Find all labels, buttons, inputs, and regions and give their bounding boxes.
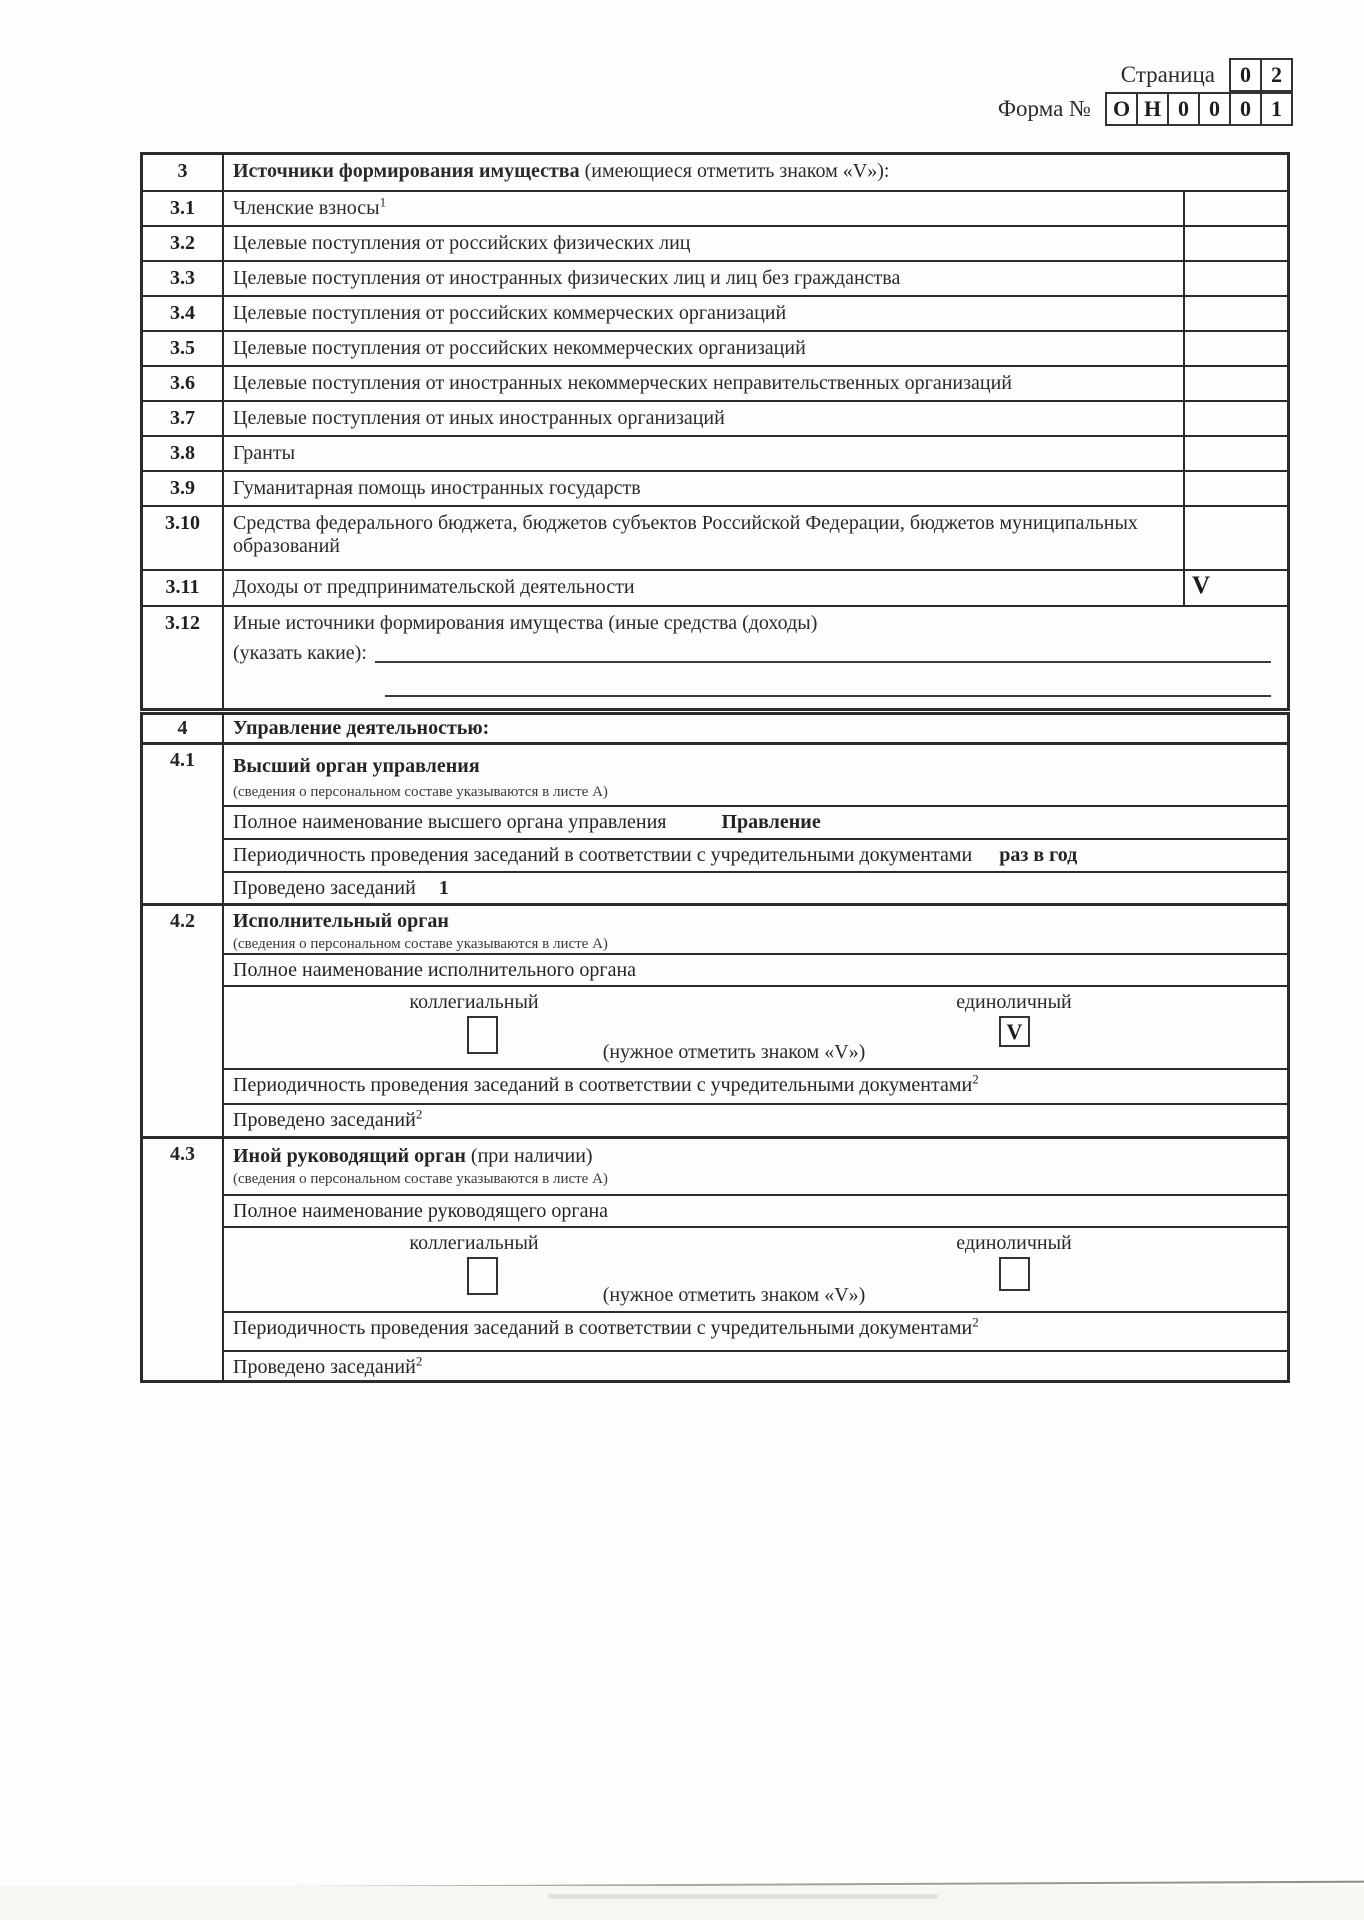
row-number: 3.5 [143, 332, 224, 365]
item-4-1-header: Высший орган управления (сведения о персональном составе указываются в листе А) [224, 745, 1287, 805]
form-number-header [998, 92, 1293, 126]
other-sources-input-line-1[interactable] [375, 639, 1271, 663]
item-4-3-name-row [224, 1194, 1287, 1226]
row-text: Гуманитарная помощь иностранных государств [233, 477, 641, 499]
form-cell: 0 [1229, 92, 1262, 126]
row-3-12-line1: Иные источники формирования имущества (иные средства (доходы) [233, 612, 818, 634]
form-cell: О [1105, 92, 1138, 126]
mark-cell-3-7[interactable] [1183, 402, 1287, 435]
row-number: 3.7 [143, 402, 224, 435]
row-text: Средства федерального бюджета, бюджетов субъектов Российской Федерации, бюджетов муниципальных образований [233, 512, 1138, 557]
period-label: Периодичность проведения заседаний в соответствии с учредительными документами [233, 844, 973, 866]
item-4-2-checkbox-block [224, 985, 1287, 1068]
mark-cell-3-11[interactable]: V [1183, 571, 1287, 605]
page-label: Страница [1120, 62, 1215, 87]
section-3-title [224, 155, 1287, 190]
table-row [143, 470, 1287, 505]
page-cell: 2 [1260, 58, 1293, 92]
mark-cell-3-5[interactable] [1183, 332, 1287, 365]
collegial-label: коллегиальный [409, 991, 539, 1013]
item-4-2-period-row [224, 1068, 1287, 1103]
table-row [143, 225, 1287, 260]
row-text: Целевые поступления от иных иностранных организаций [233, 407, 725, 429]
row-number: 3.10 [143, 507, 224, 569]
item-4-3 [143, 1136, 1287, 1380]
mark-cell-3-1[interactable] [1183, 192, 1287, 225]
row-number: 4.1 [143, 745, 224, 903]
row-text: Гранты [233, 442, 296, 464]
mark-cell-3-2[interactable] [1183, 227, 1287, 260]
item-4-3-held-row [224, 1350, 1287, 1380]
row-number: 4 [143, 715, 224, 742]
form-label: Форма № [997, 96, 1091, 121]
row-number: 3.3 [143, 262, 224, 295]
sole-label: единоличный [956, 991, 1072, 1013]
section-4-title: Управление деятельностью: [233, 717, 490, 739]
period-value[interactable]: раз в год [999, 844, 1078, 866]
row-text: Целевые поступления от российских физических лиц [233, 232, 691, 254]
checkbox-caption: (нужное отметить знаком «V») [602, 1284, 866, 1306]
mark-cell-3-10[interactable] [1183, 507, 1287, 569]
row-number: 3.6 [143, 367, 224, 400]
mark-cell-3-8[interactable] [1183, 437, 1287, 470]
period-label: Периодичность проведения заседаний в соответствии с учредительными документами [233, 1317, 973, 1339]
page-number-cells [1229, 58, 1293, 92]
collegial-label: коллегиальный [409, 1232, 539, 1254]
mark-cell-3-4[interactable] [1183, 297, 1287, 330]
held-value[interactable]: 1 [438, 877, 449, 899]
page-cell: 0 [1229, 58, 1262, 92]
row-number: 3.1 [143, 192, 224, 225]
held-label: Проведено заседаний [233, 877, 416, 899]
item-4-2-held-row [224, 1103, 1287, 1136]
checkbox-caption: (нужное отметить знаком «V») [602, 1041, 866, 1063]
form-cell: Н [1136, 92, 1169, 126]
row-text: Целевые поступления от иностранных физических лиц и лиц без гражданства [233, 267, 901, 289]
scan-background-below-edge [0, 1886, 1364, 1920]
footnote-ref: 2 [972, 1071, 979, 1087]
row-number: 3 [143, 155, 224, 190]
sole-label: единоличный [956, 1232, 1072, 1254]
table-row [143, 435, 1287, 470]
item-4-1-held-row [224, 871, 1287, 903]
table-row [143, 400, 1287, 435]
row-text: Целевые поступления от иностранных некоммерческих неправительственных организаций [233, 372, 1013, 394]
row-number: 4.2 [143, 906, 224, 1136]
name-label: Полное наименование руководящего органа [233, 1200, 609, 1222]
row-text: Членские взносы$^1$ [233, 194, 387, 219]
held-label: Проведено заседаний [233, 1109, 416, 1131]
table-row [143, 260, 1287, 295]
row-number: 3.9 [143, 472, 224, 505]
table-row [143, 505, 1287, 569]
table-row [143, 569, 1287, 605]
held-label: Проведено заседаний [233, 1356, 416, 1378]
footnote-ref: 1 [379, 194, 387, 210]
table-row [143, 330, 1287, 365]
section-4-header-row [143, 715, 1287, 742]
item-4-2-name-row [224, 953, 1287, 985]
row-number: 4.3 [143, 1139, 224, 1380]
name-value[interactable]: Правление [721, 811, 821, 833]
table-row [143, 190, 1287, 225]
row-text: Целевые поступления от российских коммерческих организаций [233, 302, 787, 324]
item-4-3-note: (сведения о персональном составе указываются в листе А) [233, 1171, 608, 1187]
scan-smudge [548, 1894, 938, 1899]
form-cell: 1 [1260, 92, 1293, 126]
sole-checkbox[interactable]: V [999, 1016, 1030, 1047]
mark-cell-3-6[interactable] [1183, 367, 1287, 400]
section-3-header-row [143, 155, 1287, 190]
form-cell: 0 [1198, 92, 1231, 126]
row-3-12-content [224, 607, 1287, 708]
footnote-ref: 2 [415, 1353, 423, 1369]
table-row-3-12 [143, 605, 1287, 708]
row-number: 3.11 [143, 571, 224, 605]
collegial-checkbox[interactable] [467, 1257, 498, 1295]
period-label: Периодичность проведения заседаний в соответствии с учредительными документами [233, 1074, 973, 1096]
item-4-1-period-row [224, 838, 1287, 871]
name-label: Полное наименование исполнительного органа [233, 959, 637, 981]
mark-cell-3-3[interactable] [1183, 262, 1287, 295]
other-sources-input-line-2[interactable] [385, 671, 1271, 697]
page-number-header [1121, 58, 1293, 92]
item-4-2-header: Исполнительный орган (сведения о персональном составе указываются в листе А) [224, 906, 1287, 953]
row-number: 3.2 [143, 227, 224, 260]
item-4-2-note: (сведения о персональном составе указываются в листе А) [233, 936, 608, 952]
section-3-table [140, 152, 1290, 711]
form-number-cells [1105, 92, 1293, 126]
sole-checkbox[interactable] [999, 1257, 1030, 1291]
item-4-3-checkbox-block [224, 1226, 1287, 1311]
footnote-ref: 2 [972, 1314, 979, 1330]
section-3-title-rest: (имеющиеся отметить знаком «V»): [579, 160, 890, 182]
item-4-1-name-row [224, 805, 1287, 838]
row-number: 3.12 [143, 607, 224, 708]
section-4-table [140, 712, 1290, 1383]
row-3-12-line2-label: (указать какие): [233, 642, 367, 664]
row-text: Доходы от предпринимательской деятельности [233, 576, 635, 598]
section-3-title-bold: Источники формирования имущества [233, 160, 580, 182]
footnote-ref: 2 [415, 1106, 423, 1122]
item-4-2 [143, 903, 1287, 1136]
row-text: Целевые поступления от российских некоммерческих организаций [233, 337, 806, 359]
row-number: 3.8 [143, 437, 224, 470]
item-4-3-header: Иной руководящий орган (при наличии) (сведения о персональном составе указываются в листе А) [224, 1139, 1287, 1194]
name-label: Полное наименование высшего органа управления [233, 811, 667, 833]
table-row [143, 295, 1287, 330]
mark-cell-3-9[interactable] [1183, 472, 1287, 505]
row-number: 3.4 [143, 297, 224, 330]
item-4-3-period-row [224, 1311, 1287, 1350]
item-4-1-note: (сведения о персональном составе указываются в листе А) [233, 784, 608, 800]
table-row [143, 365, 1287, 400]
collegial-checkbox[interactable] [467, 1016, 498, 1054]
item-4-1 [143, 742, 1287, 903]
form-cell: 0 [1167, 92, 1200, 126]
